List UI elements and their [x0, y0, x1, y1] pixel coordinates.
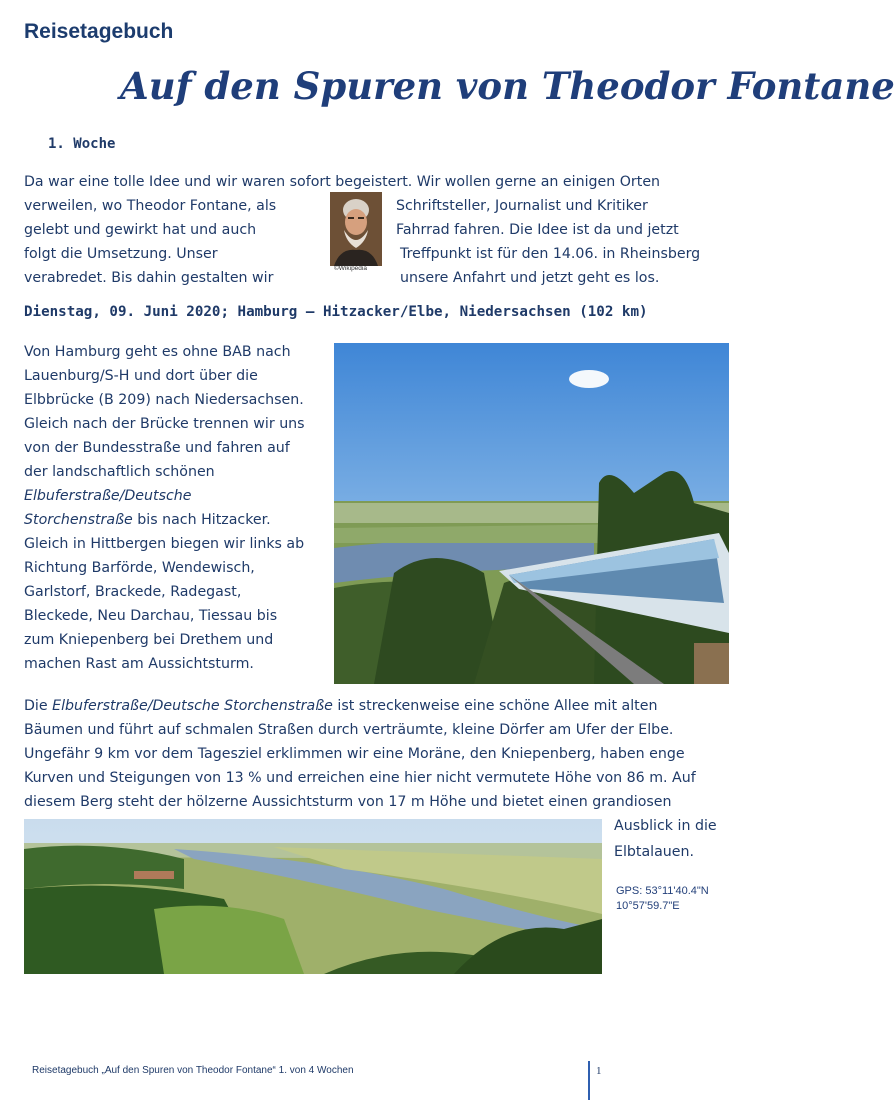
intro-line: verabredet. Bis dahin gestalten wir: [24, 270, 274, 286]
page-title: Auf den Spuren von Theodor Fontane: [120, 64, 895, 108]
route-line: Gleich in Hittbergen biegen wir links ab: [24, 536, 305, 552]
intro-line: gelebt und gewirkt hat und auch: [24, 222, 257, 238]
body-line: Bäumen und führt auf schmalen Straßen durch verträumte, kleine Dörfer am Ufer der Elbe.: [24, 722, 674, 738]
gps-latitude: GPS: 53°11'40.4"N: [616, 885, 709, 897]
body-line: Ausblick in die: [614, 818, 717, 834]
route-line: von der Bundesstraße und fahren auf: [24, 440, 290, 456]
route-line: zum Kniepenberg bei Drethem und: [24, 632, 274, 648]
body-text: Die: [24, 698, 53, 714]
fontane-portrait-image: [330, 192, 382, 266]
route-line: Garlstorf, Brackede, Radegast,: [24, 584, 242, 600]
body-line: diesem Berg steht der hölzerne Aussichtsturm von 17 m Höhe und bietet einen grandiosen: [24, 794, 672, 810]
body-line: [24, 694, 657, 718]
body-line: Kurven und Steigungen von 13 % und erreichen eine hier nicht vermutete Höhe von 86 m. Auf: [24, 770, 696, 786]
portrait-caption: ©Wikipedia: [334, 265, 367, 272]
page-number: 1: [596, 1065, 602, 1077]
route-line: [24, 508, 271, 532]
route-text-italic: Storchenstraße: [24, 512, 133, 528]
week-heading: 1. Woche: [48, 136, 116, 152]
viewpoint-photo: [334, 343, 729, 684]
document-header: Reisetagebuch: [24, 20, 174, 43]
intro-line: Fahrrad fahren. Die Idee ist da und jetzt: [396, 222, 679, 238]
route-line: Elbuferstraße/Deutsche: [24, 488, 192, 504]
elbe-valley-photo: [24, 819, 602, 974]
footer-divider: [588, 1061, 590, 1100]
body-line: Ungefähr 9 km vor dem Tagesziel erklimmen wir eine Moräne, den Kniepenberg, haben enge: [24, 746, 685, 762]
intro-line: unsere Anfahrt und jetzt geht es los.: [400, 270, 660, 286]
route-text: bis nach Hitzacker.: [132, 512, 271, 528]
route-line: machen Rast am Aussichtsturm.: [24, 656, 254, 672]
route-line: Elbbrücke (B 209) nach Niedersachsen.: [24, 392, 304, 408]
route-line: Gleich nach der Brücke trennen wir uns: [24, 416, 305, 432]
route-line: Lauenburg/S-H und dort über die: [24, 368, 258, 384]
day-heading: Dienstag, 09. Juni 2020; Hamburg – Hitzacker/Elbe, Niedersachsen (102 km): [24, 304, 648, 320]
body-line: Elbtalauen.: [614, 844, 695, 860]
body-text: ist streckenweise eine schöne Allee mit alten: [332, 698, 658, 714]
route-line: Von Hamburg geht es ohne BAB nach: [24, 344, 291, 360]
intro-line: Da war eine tolle Idee und wir waren sofort begeistert. Wir wollen gerne an einigen Orten: [24, 174, 661, 190]
body-text-italic: Elbuferstraße/Deutsche Storchenstraße: [52, 698, 333, 714]
intro-line: Treffpunkt ist für den 14.06. in Rheinsberg: [400, 246, 701, 262]
route-line: der landschaftlich schönen: [24, 464, 215, 480]
intro-line: Schriftsteller, Journalist und Kritiker: [396, 198, 648, 214]
page-footer: Reisetagebuch „Auf den Spuren von Theodor Fontane“ 1. von 4 Wochen: [32, 1065, 354, 1076]
gps-longitude: 10°57'59.7"E: [616, 900, 680, 912]
intro-line: verweilen, wo Theodor Fontane, als: [24, 198, 277, 214]
route-line: Richtung Barförde, Wendewisch,: [24, 560, 255, 576]
gps-coordinates: [616, 884, 709, 914]
route-line: Bleckede, Neu Darchau, Tiessau bis: [24, 608, 278, 624]
intro-line: folgt die Umsetzung. Unser: [24, 246, 218, 262]
